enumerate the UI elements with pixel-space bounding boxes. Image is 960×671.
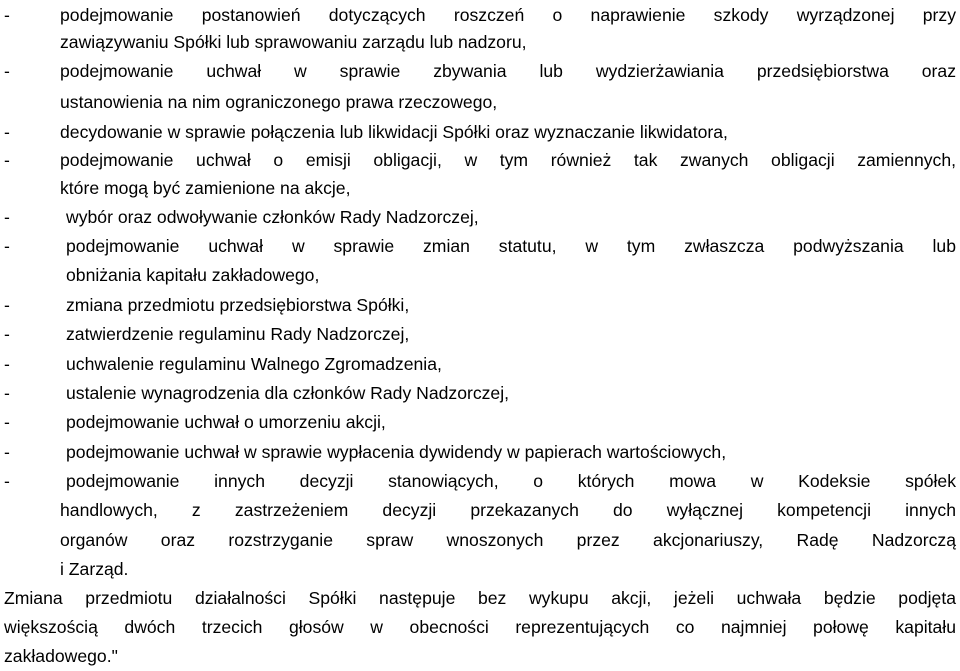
list-item <box>0 378 960 408</box>
list-item-text: organów oraz rozstrzyganie spraw wnoszonych przez akcjonariuszy, Radę Nadzorczą <box>60 530 956 550</box>
list-dash: - <box>4 236 10 256</box>
list-dash: - <box>4 324 10 344</box>
list-item <box>0 56 960 86</box>
list-item-text: zatwierdzenie regulaminu Rady Nadzorczej, <box>66 324 410 344</box>
list-item-continuation <box>0 495 960 525</box>
paragraph-text: większością dwóch trzecich głosów w obecności reprezentujących co najmniej połowę kapitału <box>4 617 956 637</box>
paragraph-line <box>0 612 960 642</box>
list-item <box>0 319 960 349</box>
list-item <box>0 117 960 147</box>
list-item-text: uchwalenie regulaminu Walnego Zgromadzenia, <box>66 354 442 374</box>
list-item <box>0 231 960 261</box>
list-dash: - <box>4 295 10 315</box>
list-item-text: zmiana przedmiotu przedsiębiorstwa Spółki, <box>66 295 410 315</box>
list-dash: - <box>4 412 10 432</box>
list-dash: - <box>4 383 10 403</box>
list-dash: - <box>4 442 10 462</box>
list-item-continuation <box>0 525 960 555</box>
list-item-text: decydowanie w sprawie połączenia lub likwidacji Spółki oraz wyznaczanie likwidatora, <box>60 122 728 142</box>
list-item-text: podejmowanie uchwał w sprawie zmian statutu, w tym zwłaszcza podwyższania lub <box>66 236 956 256</box>
list-item-text: wybór oraz odwoływanie członków Rady Nadzorczej, <box>66 207 479 227</box>
list-item-text: ustalenie wynagrodzenia dla członków Rady Nadzorczej, <box>66 383 510 403</box>
list-item-continuation <box>0 87 960 117</box>
list-item-text: podejmowanie uchwał o umorzeniu akcji, <box>66 412 386 432</box>
list-item-text: obniżania kapitału zakładowego, <box>66 265 320 285</box>
list-item <box>0 437 960 467</box>
list-item-continuation <box>0 260 960 290</box>
list-item-continuation <box>0 554 960 584</box>
paragraph-line <box>0 641 960 671</box>
list-dash: - <box>4 5 10 25</box>
paragraph-line <box>0 583 960 613</box>
list-item-text: ustanowienia na nim ograniczonego prawa rzeczowego, <box>60 92 498 112</box>
paragraph-text: zakładowego." <box>4 646 118 666</box>
list-dash: - <box>4 471 10 491</box>
list-item-text: handlowych, z zastrzeżeniem decyzji przekazanych do wyłącznej kompetencji innych <box>60 500 956 520</box>
list-item-text: i Zarząd. <box>60 559 129 579</box>
list-item <box>0 202 960 232</box>
list-item <box>0 349 960 379</box>
list-item-text: podejmowanie postanowień dotyczących roszczeń o naprawienie szkody wyrządzonej przy <box>60 5 956 25</box>
list-item-text: zawiązywaniu Spółki lub sprawowaniu zarządu lub nadzoru, <box>60 32 527 52</box>
list-item-text: podejmowanie uchwał o emisji obligacji, w tym również tak zwanych obligacji zamiennych, <box>60 150 956 170</box>
list-item <box>0 466 960 496</box>
list-item-text: które mogą być zamienione na akcje, <box>60 178 351 198</box>
list-item-continuation <box>0 27 960 57</box>
list-dash: - <box>4 354 10 374</box>
list-item <box>0 145 960 175</box>
list-item <box>0 407 960 437</box>
list-dash: - <box>4 61 10 81</box>
list-dash: - <box>4 150 10 170</box>
list-item <box>0 0 960 30</box>
list-item-text: podejmowanie uchwał w sprawie zbywania lub wydzierżawiania przedsiębiorstwa oraz <box>60 61 956 81</box>
list-item-text: podejmowanie uchwał w sprawie wypłacenia dywidendy w papierach wartościowych, <box>66 442 727 462</box>
list-item-continuation <box>0 173 960 203</box>
list-dash: - <box>4 122 10 142</box>
list-item <box>0 290 960 320</box>
list-dash: - <box>4 207 10 227</box>
paragraph-text: Zmiana przedmiotu działalności Spółki następuje bez wykupu akcji, jeżeli uchwała będzie podjęta <box>4 588 956 608</box>
list-item-text: podejmowanie innych decyzji stanowiących, o których mowa w Kodeksie spółek <box>66 471 956 491</box>
